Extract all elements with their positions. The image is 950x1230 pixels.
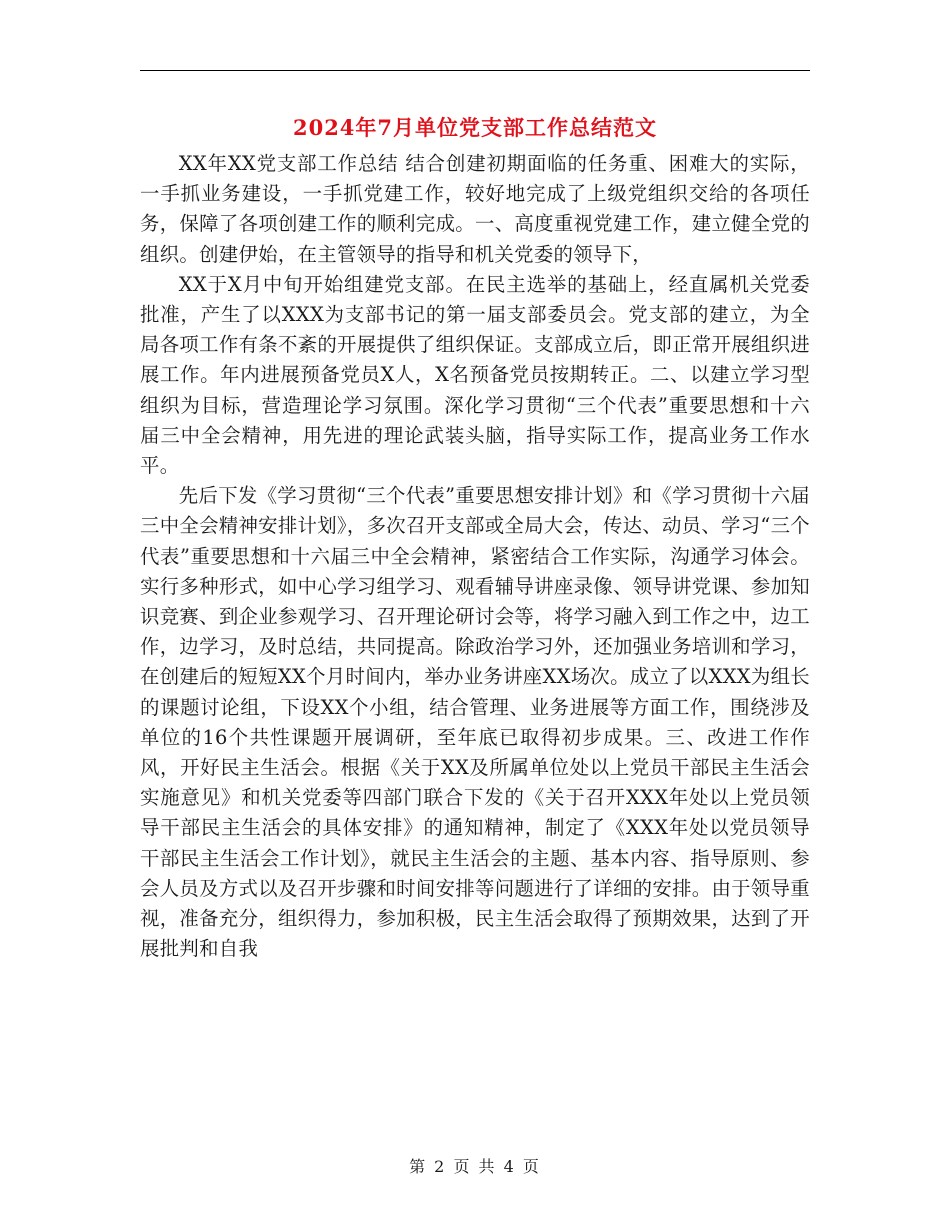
body-paragraph-2: XX于X月中旬开始组建党支部。在民主选举的基础上，经直属机关党委批准，产生了以XXX为支部书记的第一届支部委员会。党支部的建立，为全局各项工作有条不紊的开展提供了组织保证。支部成立后，即正常开展组织进展工作。年内进展预备党员X人，X名预备党员按期转正。二、以建立学习型组织为目标，营造理论学习氛围。深化学习贯彻“三个代表”重要思想和十六届三中全会精神，用先进的理论武装头脑，指导实际工作，提高业务工作水平。 — [140, 272, 810, 478]
page-number-footer: 第 2 页 共 4 页 — [409, 1157, 541, 1176]
document-body — [140, 149, 810, 964]
header-rule — [140, 70, 810, 71]
body-paragraph-3: 先后下发《学习贯彻“三个代表”重要思想安排计划》和《学习贯彻十六届三中全会精神安排计划》，多次召开支部或全局大会，传达、动员、学习“三个代表”重要思想和十六届三中全会精神，紧密结合工作实际，沟通学习体会。实行多种形式，如中心学习组学习、观看辅导讲座录像、领导讲党课、参加知识竞赛、到企业参观学习、召开理论研讨会等，将学习融入到工作之中，边工作，边学习，及时总结，共同提高。除政治学习外，还加强业务培训和学习，在创建后的短短XX个月时间内，举办业务讲座XX场次。成立了以XXX为组长的课题讨论组，下设XX个小组，结合管理、业务进展等方面工作，围绕涉及单位的16个共性课题开展调研，至年底已取得初步成果。三、改进工作作风，开好民主生活会。根据《关于XX及所属单位处以上党员干部民主生活会实施意见》和机关党委等四部门联合下发的《关于召开XXX年处以上党员领导干部民主生活会的具体安排》的通知精神，制定了《XXX年处以党员领导干部民主生活会工作计划》，就民主生活会的主题、基本内容、指导原则、参会人员及方式以及召开步骤和时间安排等问题进行了详细的安排。由于领导重视，准备充分，组织得力，参加积极，民主生活会取得了预期效果，达到了开展批判和自我 — [140, 484, 810, 961]
document-title: 2024年7月单位党支部工作总结范文 — [292, 115, 658, 140]
body-paragraph-1: XX年XX党支部工作总结 结合创建初期面临的任务重、困难大的实际，一手抓业务建设，一手抓党建工作，较好地完成了上级党组织交给的各项任务，保障了各项创建工作的顺利完成。一、高度重视党建工作，建立健全党的组织。创建伊始，在主管领导的指导和机关党委的领导下， — [140, 152, 810, 266]
